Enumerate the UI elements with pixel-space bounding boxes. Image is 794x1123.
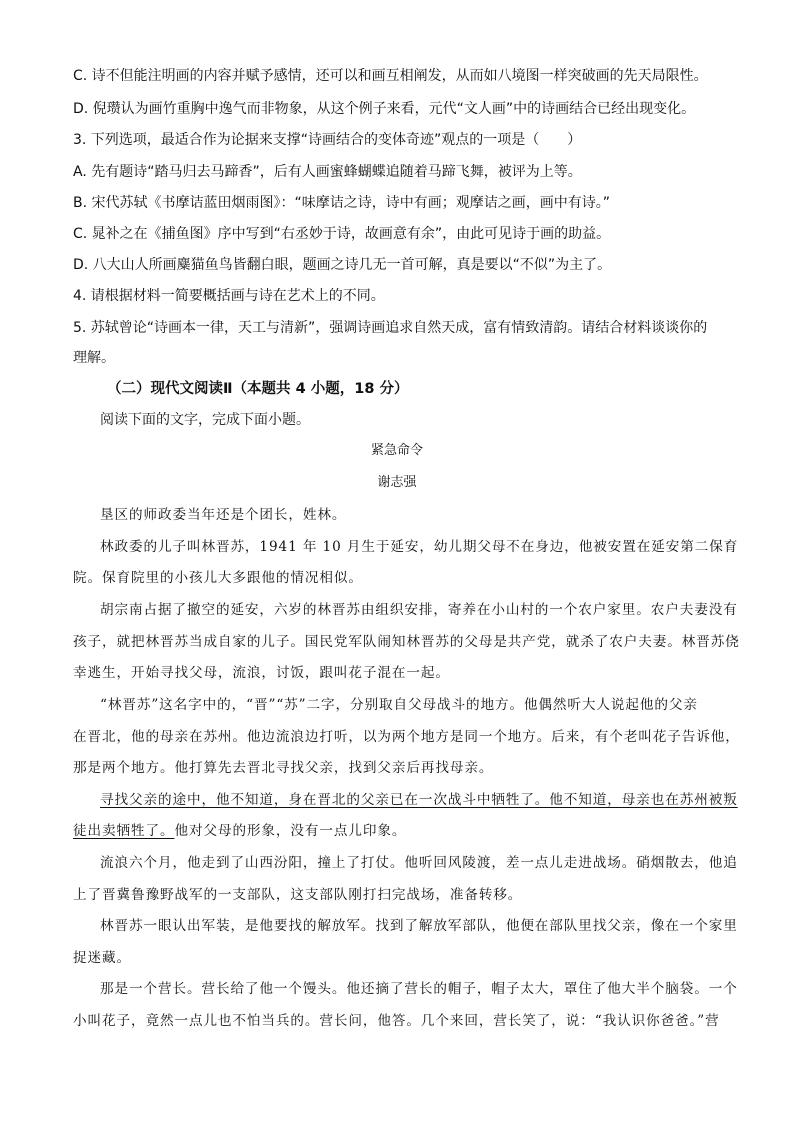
- story-paragraph-3-line-2: 孩子，就把林晋苏当成自家的儿子。国民党军队闹知林晋苏的父母是共产党，就杀了农户夫妻。林晋苏侥: [73, 634, 740, 650]
- question-5-line-2: 理解。: [73, 350, 115, 366]
- story-paragraph-5-line-1-underlined: 寻找父亲的途中，他不知道，身在晋北的父亲已在一次战斗中牺牲了。他不知道，母亲也在苏州被叛: [100, 792, 738, 808]
- question-3-stem: 3. 下列选项，最适合作为论据来支撑“诗画结合的变体奇迹”观点的一项是（ ）: [73, 132, 582, 148]
- question-3-option-a: A. 先有题诗“踏马归去马蹄香”，后有人画蜜蜂蝴蝶追随着马蹄飞舞，被评为上等。: [73, 164, 582, 180]
- question-4: 4. 请根据材料一简要概括画与诗在艺术上的不同。: [73, 288, 385, 304]
- story-paragraph-8-line-2: 小叫花子，竟然一点儿也不怕当兵的。营长问，他答。几个来回，营长笑了，说：“我认识你爸爸。”营: [73, 1013, 720, 1029]
- story-paragraph-7-line-1: 林晋苏一眼认出军装，是他要找的解放军。找到了解放军部队，他便在部队里找父亲，像在一个家里: [100, 918, 738, 934]
- story-paragraph-2-line-1: 林政委的儿子叫林晋苏，1941 年 10 月生于延安，幼儿期父母不在身边，他被安置在延安第二保育: [100, 539, 739, 555]
- story-paragraph-2-line-2: 院。保育院里的小孩儿大多跟他的情况相似。: [73, 570, 363, 586]
- story-paragraph-5-line-2: [73, 821, 734, 841]
- story-paragraph-1: 垦区的师政委当年还是个团长，姓林。: [100, 507, 347, 523]
- story-paragraph-3-line-3: 幸逃生，开始寻找父母，流浪，讨饭，跟叫花子混在一起。: [73, 665, 450, 681]
- story-title: 紧急命令: [370, 443, 423, 458]
- story-paragraph-4-line-2: 在晋北，他的母亲在苏州。他边流浪边打听，以为两个地方是同一个地方。后来，有个老叫花子告诉他，: [73, 729, 740, 745]
- underlined-text: 徒出卖牺牲了。: [73, 823, 175, 839]
- question-3-option-c: C. 晁补之在《捕鱼图》序中写到“右丞妙于诗，故画意有余”，由此可见诗于画的助益。: [73, 226, 611, 242]
- plain-text: 他对父母的形象，没有一点儿印象。: [174, 823, 407, 839]
- section-instruction: 阅读下面的文字，完成下面小题。: [100, 412, 310, 428]
- story-paragraph-3-line-1: 胡宗南占据了撤空的延安，六岁的林晋苏由组织安排，寄养在小山村的一个农户家里。农户夫妻没有: [100, 602, 738, 618]
- question-3-option-b: B. 宋代苏轼《书摩诘蓝田烟雨图》：“味摩诘之诗，诗中有画；观摩诘之画，画中有诗。”: [73, 195, 611, 211]
- story-author: 谢志强: [377, 475, 417, 490]
- story-paragraph-8-line-1: 那是一个营长。营长给了他一个馒头。他还摘了营长的帽子，帽子太大，罩住了他大半个脑袋。一个: [100, 981, 738, 997]
- option-c-previous: C. 诗不但能注明画的内容并赋予感情，还可以和画互相阐发，从而如八境图一样突破画的先天局限性。: [73, 68, 708, 84]
- story-paragraph-6-line-1: 流浪六个月，他走到了山西汾阳，撞上了打仗。他听回风陵渡，差一点儿走进战场。硝烟散去，他追: [100, 855, 738, 871]
- story-paragraph-4-line-3: 那是两个地方。他打算先去晋北寻找父亲，找到父亲后再找母亲。: [73, 760, 494, 776]
- story-paragraph-7-line-2: 捉迷藏。: [73, 950, 131, 966]
- story-paragraph-4-line-1: “林晋苏”这名字中的，“晋”“苏”二字，分别取自父母战斗的地方。他偶然听大人说起他的父亲: [100, 697, 698, 713]
- section-heading: （二）现代文阅读Ⅱ（本题共 4 小题，18 分）: [107, 381, 409, 397]
- question-3-option-d: D. 八大山人所画麋猫鱼鸟皆翻白眼，题画之诗几无一首可解，真是要以“不似”为主了。: [73, 257, 612, 273]
- story-paragraph-6-line-2: 上了晋冀鲁豫野战军的一支部队，这支部队刚打扫完战场，准备转移。: [73, 887, 523, 903]
- question-5-line-1: 5. 苏轼曾论“诗画本一律，天工与清新”，强调诗画追求自然天成，富有情致清韵。请结合材料谈谈你的: [73, 320, 708, 336]
- option-d-previous: D. 倪瓒认为画竹重胸中逸气而非物象，从这个例子来看，元代“文人画”中的诗画结合已经出现变化。: [73, 101, 696, 117]
